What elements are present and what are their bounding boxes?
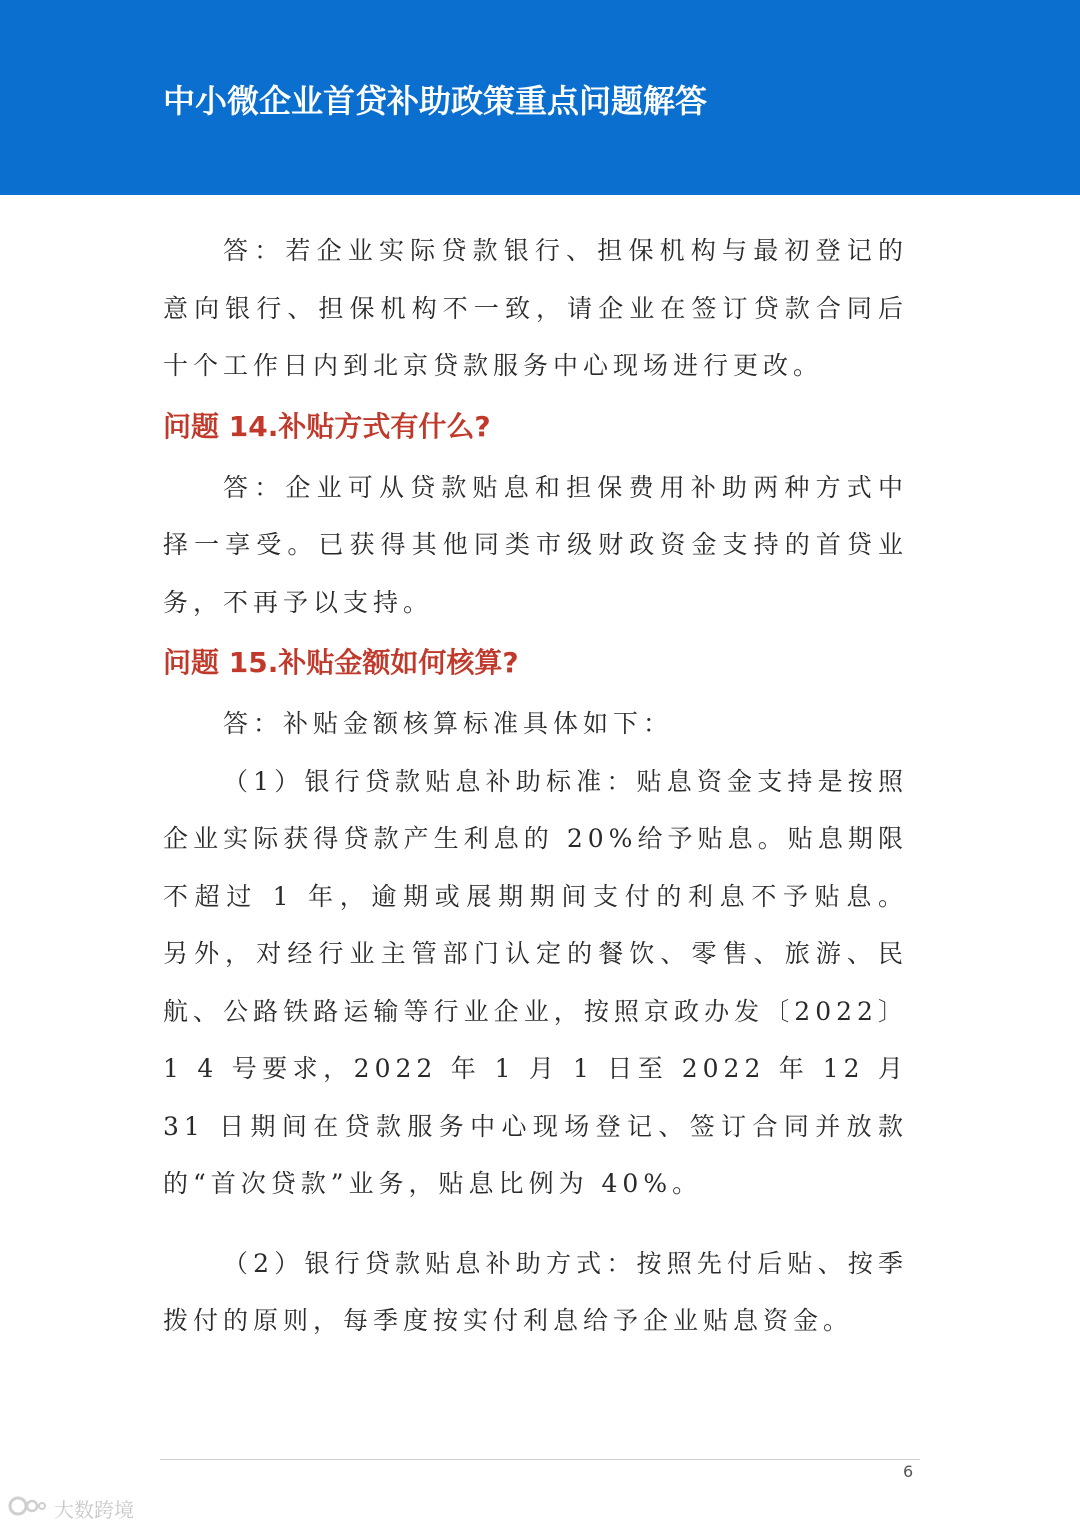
- answer-item: （1）银行贷款贴息补助标准：贴息资金支持是按照企业实际获得贷款产生利息的 20%给予贴息。贴息期限不超过 1 年，逾期或展期期间支付的利息不予贴息。 另外，对经行业主管部门认定的餐饮、零售、旅游、民航、公路铁路运输等行业企业，按照京政办发〔2022〕1 4 号要求，2022 年 1 月 1 日至 2022 年 12 月 31 日期间在贷款服务中心现场登记、签订合同并放款的“首次贷款”业务，贴息比例为 40%。: [163, 766, 908, 1198]
- watermark: [8, 1493, 134, 1523]
- page-title: 中小微企业首贷补助政策重点问题解答: [163, 82, 708, 120]
- question-heading: 问题 14.补贴方式有什么?: [163, 409, 491, 443]
- watermark-text: 大数跨境: [54, 1497, 134, 1522]
- page-number: 6: [903, 1462, 914, 1481]
- question-heading: 问题 15.补贴金额如何核算?: [163, 646, 519, 679]
- answer-item: （2）银行贷款贴息补助方式：按照先付后贴、按季拨付的原则，每季度按实付利息给予企业贴息资金。: [163, 1248, 908, 1335]
- document-body: [163, 222, 908, 1350]
- brand-logo-icon: [8, 1493, 48, 1523]
- footer-divider: [160, 1459, 920, 1460]
- answer-paragraph: 答：企业可从贷款贴息和担保费用补助两种方式中择一享受。已获得其他同类市级财政资金支持的首贷业务，不再予以支持。: [163, 472, 908, 617]
- answer-paragraph: 答：若企业实际贷款银行、担保机构与最初登记的意向银行、担保机构不一致，请企业在签订贷款合同后十个工作日内到北京贷款服务中心现场进行更改。: [163, 236, 908, 380]
- header-band: [0, 0, 1080, 195]
- paragraph-gap: [163, 1213, 908, 1235]
- answer-paragraph: 答：补贴金额核算标准具体如下：: [223, 709, 674, 738]
